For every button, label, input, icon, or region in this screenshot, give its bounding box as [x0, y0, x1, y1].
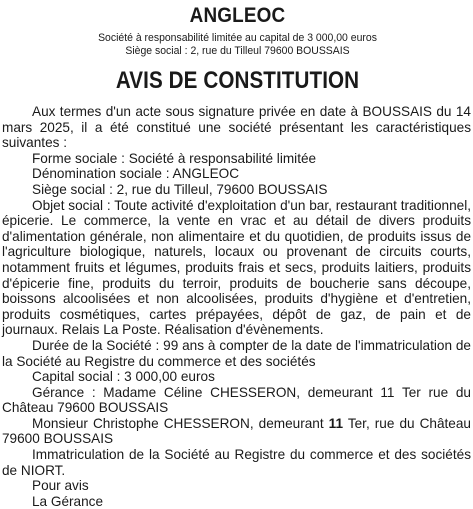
- intro-paragraph: Aux termes d'un acte sous signature privée en date à BOUSSAIS du 14 mars 2025, il a été constitué une société présentant les caractéristiques suivantes :: [2, 104, 471, 151]
- pour-avis-line: Pour avis: [32, 478, 89, 494]
- duration-paragraph: Durée de la Société : 99 ans à compter de la date de l'immatriculation de la Société au Registre du commerce et des sociétés: [2, 337, 471, 369]
- registration-paragraph: Immatriculation de la Société au Registre du commerce et des sociétés de NIORT.: [2, 447, 471, 478]
- head-office-paragraph: Siège social : 2, rue du Tilleul, 79600 BOUSSAIS: [32, 181, 328, 197]
- head-office-line: Siège social : 2, rue du Tilleul 79600 BOUSSAIS: [125, 45, 350, 57]
- company-name-paragraph: Dénomination sociale : ANGLEOC: [32, 166, 240, 182]
- company-name: ANGLEOC: [189, 4, 286, 27]
- co-manager-paragraph: [2, 416, 471, 447]
- co-manager-street-number: 11: [328, 415, 344, 431]
- notice-title: AVIS DE CONSTITUTION: [115, 67, 360, 94]
- signature-line: La Gérance: [32, 493, 104, 509]
- legal-form-line: Société à responsabilité limitée au capital de 3 000,00 euros: [98, 32, 377, 44]
- business-purpose-paragraph: Objet social : Toute activité d'exploitation d'un bar, restaurant traditionnel, épicerie. Le commerce, la vente en vrac et au détail de divers produits d'alimentation générale, non alimentaire et du quotidien, de produits issus de l'agriculture biologique, naturels, locaux ou provenant de circuits courts, notamment fruits et légumes, produits frais et secs, produits laitiers, produits d'épicerie fine, produits du terroir, produits de boucherie sans découpe, boissons alcoolisées et non alcoolisées, produits d'hygiène et d'entretien, produits cosmétiques, cartes prépayées, dépôt de gaz, de pain et de journaux. Relais La Poste. Réalisation d'évènements.: [2, 197, 471, 338]
- legal-form-paragraph: Forme sociale : Société à responsabilité limitée: [32, 150, 317, 166]
- management-paragraph: Gérance : Madame Céline CHESSERON, demeurant 11 Ter rue du Château 79600 BOUSSAIS: [2, 384, 471, 416]
- share-capital-paragraph: Capital social : 3 000,00 euros: [32, 369, 215, 385]
- notice-body: [2, 104, 473, 509]
- co-manager-text-start: Monsieur Christophe CHESSERON, demeurant: [32, 415, 329, 431]
- co-manager-text-end: Ter, rue du Château 79600 BOUSSAIS: [2, 415, 471, 447]
